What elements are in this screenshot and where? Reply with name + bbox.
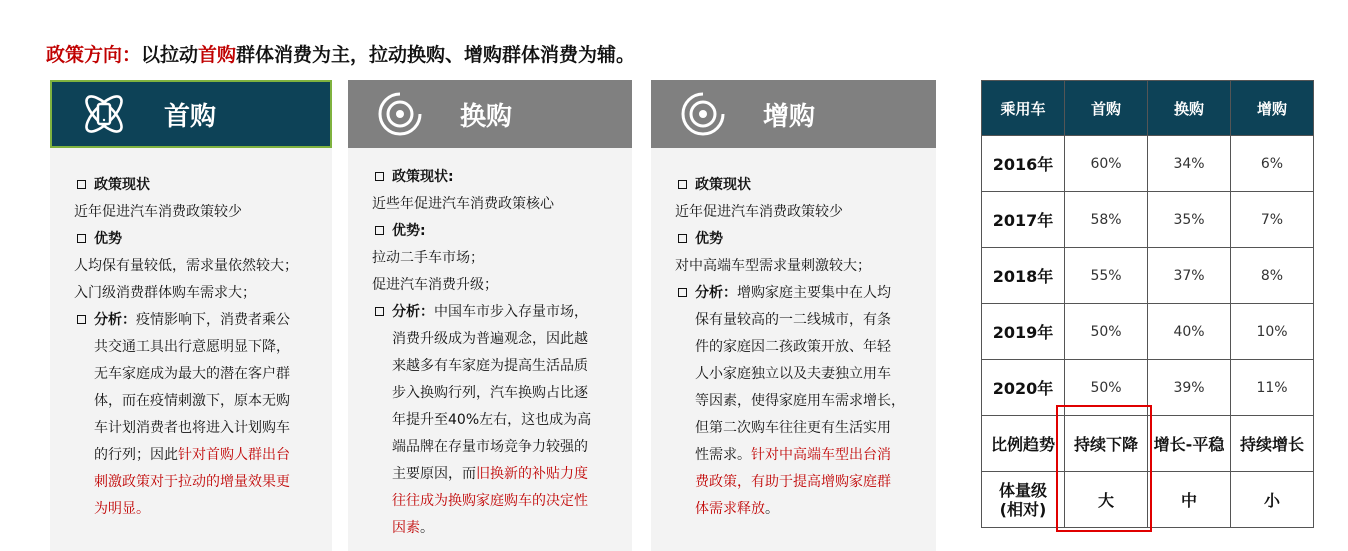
target-icon [374, 88, 426, 140]
analysis-text: 性需求。 [695, 447, 751, 463]
trend-first-purchase: 持续下降 [1065, 416, 1148, 472]
status-line: 近些年促进汽车消费政策核心 [372, 196, 554, 212]
checkbox-bullet-icon [375, 307, 384, 316]
checkbox-bullet-icon [678, 234, 687, 243]
cell-trade-in: 40% [1148, 304, 1231, 360]
analysis-line: 疫情影响下，消费者乘公 [136, 312, 290, 328]
advantage-label: 优势 [695, 231, 723, 247]
analysis-line [74, 442, 322, 469]
analysis-highlight: 往往成为换购家庭购车的决定性 [392, 493, 588, 509]
cell-first-purchase: 50% [1065, 304, 1148, 360]
analysis-line: 体，而在疫情刺激下，原本无购 [94, 393, 290, 409]
advantage-line: 入门级消费群体购车需求大； [74, 285, 256, 301]
card-header-trade-in [348, 80, 632, 148]
analysis-label: 分析： [94, 312, 136, 328]
analysis-end: 。 [420, 520, 434, 536]
volume-additional: 小 [1231, 472, 1314, 528]
card-body-additional-purchase [651, 148, 936, 551]
advantage-label: 优势 [94, 231, 122, 247]
card-title: 换购 [460, 101, 513, 132]
status-label: 政策现状 [94, 177, 150, 193]
analysis-line: 消费升级成为普遍观念，因此越 [392, 331, 588, 347]
checkbox-bullet-icon [678, 180, 687, 189]
status-line: 近年促进汽车消费政策较少 [675, 204, 843, 220]
analysis-highlight: 费政策，有助于提高增购家庭群 [695, 474, 891, 490]
volume-trade-in: 中 [1148, 472, 1231, 528]
analysis-label: 分析： [392, 304, 434, 320]
analysis-highlight: 针对中高端车型出台消 [751, 447, 891, 463]
advantage-label: 优势: [392, 223, 426, 239]
status-label: 政策现状 [695, 177, 751, 193]
analysis-line: 中国车市步入存量市场， [434, 304, 588, 320]
status-line: 近年促进汽车消费政策较少 [74, 204, 242, 220]
cell-first-purchase: 55% [1065, 248, 1148, 304]
headline-part2: 群体消费为主，拉动换购、增购群体消费为辅。 [236, 44, 636, 66]
card-title: 增购 [763, 101, 816, 132]
cell-trade-in: 34% [1148, 136, 1231, 192]
analysis-line: 但第二次购车往往更有生活实用 [695, 420, 891, 436]
volume-label: 体量级 (相对) [982, 472, 1065, 528]
cell-first-purchase: 50% [1065, 360, 1148, 416]
analysis-line: 件的家庭因二孩政策开放、年轻 [695, 339, 891, 355]
analysis-line [675, 442, 926, 469]
analysis-line: 等因素，使得家庭用车需求增长， [695, 393, 905, 409]
trend-trade-in: 增长-平稳 [1148, 416, 1231, 472]
table-row [982, 136, 1314, 192]
checkbox-bullet-icon [77, 234, 86, 243]
analysis-end: 。 [765, 501, 779, 517]
analysis-line: 无车家庭成为最大的潜在客户群 [94, 366, 290, 382]
table-header: 乘用车 [982, 81, 1065, 136]
advantage-line: 拉动二手车市场； [372, 250, 484, 266]
analysis-line [372, 461, 622, 488]
checkbox-bullet-icon [77, 315, 86, 324]
target-icon [677, 88, 729, 140]
analysis-line: 来越多有车家庭为提高生活品质 [392, 358, 588, 374]
card-header-additional-purchase [651, 80, 936, 148]
analysis-line: 步入换购行列，汽车换购占比逐 [392, 385, 588, 401]
analysis-line: 保有量较高的一二线城市，有条 [695, 312, 891, 328]
trend-additional: 持续增长 [1231, 416, 1314, 472]
advantage-line: 对中高端车型需求量刺激较大； [675, 258, 871, 274]
checkbox-bullet-icon [678, 288, 687, 297]
checkbox-bullet-icon [375, 226, 384, 235]
analysis-text: 的行列；因此 [94, 447, 178, 463]
analysis-highlight: 刺激政策对于拉动的增量效果更 [94, 474, 290, 490]
table-row [982, 304, 1314, 360]
analysis-text: 主要原因，而 [392, 466, 476, 482]
row-year: 2020年 [982, 360, 1065, 416]
headline-prefix: 政策方向： [46, 44, 142, 66]
cell-additional: 11% [1231, 360, 1314, 416]
advantage-line: 促进汽车消费升级； [372, 277, 498, 293]
card-header-first-purchase [50, 80, 332, 148]
card-body-trade-in [348, 148, 632, 551]
card-title: 首购 [164, 101, 217, 132]
cell-additional: 7% [1231, 192, 1314, 248]
analysis-line: 年提升至40%左右，这也成为高 [392, 412, 592, 428]
row-year: 2018年 [982, 248, 1065, 304]
table-header: 增购 [1231, 81, 1314, 136]
row-year: 2017年 [982, 192, 1065, 248]
trend-label: 比例趋势 [982, 416, 1065, 472]
analysis-label: 分析： [695, 285, 737, 301]
page-headline [46, 40, 635, 67]
cell-first-purchase: 58% [1065, 192, 1148, 248]
cell-additional: 6% [1231, 136, 1314, 192]
analysis-line: 人小家庭独立以及夫妻独立用车 [695, 366, 891, 382]
checkbox-bullet-icon [375, 172, 384, 181]
analysis-line: 车计划消费者也将进入计划购车 [94, 420, 290, 436]
cell-trade-in: 39% [1148, 360, 1231, 416]
table-header: 首购 [1065, 81, 1148, 136]
headline-part1: 以拉动 [141, 44, 199, 66]
table-header: 换购 [1148, 81, 1231, 136]
analysis-highlight: 因素 [392, 520, 420, 536]
checkbox-bullet-icon [77, 180, 86, 189]
analysis-line: 增购家庭主要集中在人均 [737, 285, 891, 301]
first-purchase-highlight-box [1056, 405, 1152, 532]
table-row [982, 192, 1314, 248]
analysis-highlight: 体需求释放 [695, 501, 765, 517]
analysis-highlight: 针对首购人群出台 [178, 447, 290, 463]
cell-trade-in: 35% [1148, 192, 1231, 248]
analysis-line [372, 515, 622, 542]
headline-emphasis: 首购 [198, 44, 237, 66]
row-year: 2019年 [982, 304, 1065, 360]
atom-phone-icon [78, 88, 130, 140]
analysis-line: 共交通工具出行意愿明显下降， [94, 339, 290, 355]
analysis-highlight: 旧换新的补贴力度 [476, 466, 588, 482]
cell-additional: 8% [1231, 248, 1314, 304]
cell-additional: 10% [1231, 304, 1314, 360]
table-header-row [982, 81, 1314, 136]
advantage-line: 人均保有量较低，需求量依然较大； [74, 258, 298, 274]
table-row [982, 248, 1314, 304]
cell-trade-in: 37% [1148, 248, 1231, 304]
row-year: 2016年 [982, 136, 1065, 192]
analysis-line [675, 496, 926, 523]
analysis-highlight: 为明显。 [94, 501, 150, 517]
analysis-line: 端品牌在存量市场竞争力较强的 [392, 439, 588, 455]
card-body-first-purchase [50, 148, 332, 551]
volume-first-purchase: 大 [1065, 472, 1148, 528]
cell-first-purchase: 60% [1065, 136, 1148, 192]
status-label: 政策现状: [392, 169, 454, 185]
